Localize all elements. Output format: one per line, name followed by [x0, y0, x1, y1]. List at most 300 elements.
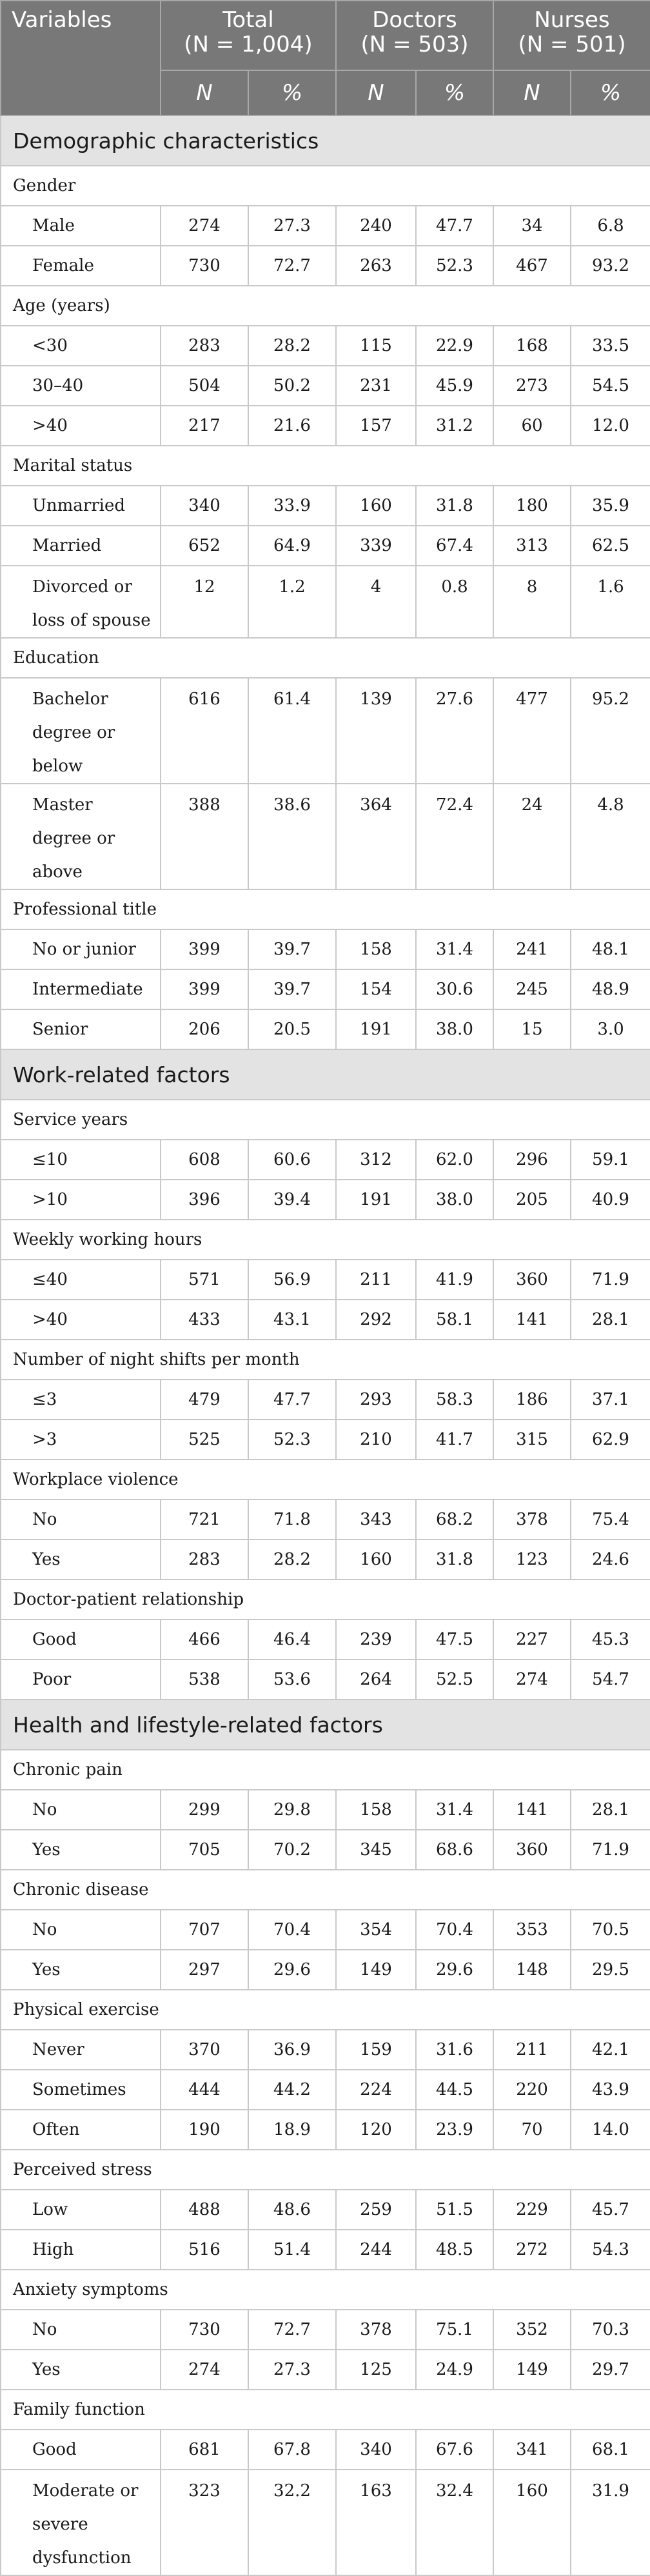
percent-cell: 47.7: [416, 206, 493, 246]
count-cell: 211: [336, 1260, 416, 1300]
percent-cell: 60.6: [248, 1140, 336, 1180]
category-row: [1, 1870, 650, 1910]
count-cell: 70: [493, 2110, 571, 2150]
percent-cell: 31.8: [416, 486, 493, 526]
percent-cell: 38.0: [416, 1009, 493, 1049]
table-row: [1, 1910, 650, 1950]
row-label: Male: [1, 206, 161, 246]
percent-cell: 1.2: [248, 566, 336, 638]
count-cell: 157: [336, 406, 416, 446]
count-cell: 538: [161, 1660, 248, 1699]
percent-cell: 32.4: [416, 2470, 493, 2575]
percent-cell: 72.7: [248, 2310, 336, 2350]
count-cell: 516: [161, 2230, 248, 2270]
count-cell: 205: [493, 1180, 571, 1220]
category-label: Marital status: [1, 446, 650, 486]
table-row: [1, 1009, 650, 1049]
table-row: [1, 784, 650, 889]
count-cell: 159: [336, 2030, 416, 2070]
category-label: Weekly working hours: [1, 1220, 650, 1260]
row-label: Bachelor degree or below: [1, 678, 161, 784]
count-cell: 240: [336, 206, 416, 246]
count-cell: 341: [493, 2430, 571, 2470]
table-row: [1, 1180, 650, 1220]
count-cell: 705: [161, 1830, 248, 1870]
row-label: Low: [1, 2190, 161, 2230]
group-count: (N = 501): [518, 32, 626, 57]
count-cell: 297: [161, 1950, 248, 1990]
group-count: (N = 1,004): [184, 32, 313, 57]
percent-cell: 71.9: [571, 1830, 650, 1870]
percent-cell: 39.7: [248, 969, 336, 1009]
percent-cell: 41.9: [416, 1260, 493, 1300]
percent-cell: 48.6: [248, 2190, 336, 2230]
count-cell: 315: [493, 1420, 571, 1460]
row-label: No: [1, 2310, 161, 2350]
percent-cell: 31.8: [416, 1540, 493, 1580]
percent-cell: 28.1: [571, 1790, 650, 1830]
row-label: ≤10: [1, 1140, 161, 1180]
row-label: No: [1, 1910, 161, 1950]
percent-cell: 67.4: [416, 526, 493, 566]
table-row: [1, 2190, 650, 2230]
percent-cell: 61.4: [248, 678, 336, 784]
row-label: Yes: [1, 1830, 161, 1870]
count-cell: 34: [493, 206, 571, 246]
percent-cell: 58.1: [416, 1300, 493, 1340]
percent-cell: 41.7: [416, 1420, 493, 1460]
category-label: Chronic disease: [1, 1870, 650, 1910]
count-cell: 191: [336, 1180, 416, 1220]
n-header: N: [493, 70, 571, 115]
count-cell: 125: [336, 2350, 416, 2390]
percent-cell: 45.3: [571, 1620, 650, 1660]
row-label: Moderate or severe dysfunction: [1, 2470, 161, 2575]
count-cell: 263: [336, 246, 416, 286]
count-cell: 652: [161, 526, 248, 566]
percent-cell: 24.6: [571, 1540, 650, 1580]
count-cell: 571: [161, 1260, 248, 1300]
category-label: Gender: [1, 166, 650, 206]
row-label: >40: [1, 1300, 161, 1340]
count-cell: 163: [336, 2470, 416, 2575]
table-row: [1, 1260, 650, 1300]
row-label: >3: [1, 1420, 161, 1460]
row-label: Master degree or above: [1, 784, 161, 889]
percent-cell: 72.4: [416, 784, 493, 889]
count-cell: 206: [161, 1009, 248, 1049]
percent-cell: 54.5: [571, 366, 650, 406]
table-row: [1, 1660, 650, 1699]
count-cell: 360: [493, 1260, 571, 1300]
count-cell: 296: [493, 1140, 571, 1180]
count-cell: 227: [493, 1620, 571, 1660]
row-label: >10: [1, 1180, 161, 1220]
percent-cell: 67.6: [416, 2430, 493, 2470]
row-label: Yes: [1, 2350, 161, 2390]
percent-cell: 71.8: [248, 1500, 336, 1540]
count-cell: 217: [161, 406, 248, 446]
count-cell: 160: [493, 2470, 571, 2575]
count-cell: 141: [493, 1790, 571, 1830]
count-cell: 160: [336, 1540, 416, 1580]
percent-cell: 71.9: [571, 1260, 650, 1300]
count-cell: 154: [336, 969, 416, 1009]
group-header-doctors: [336, 1, 493, 70]
count-cell: 180: [493, 486, 571, 526]
table-row: [1, 2070, 650, 2110]
percent-cell: 52.3: [416, 246, 493, 286]
percent-cell: 47.7: [248, 1380, 336, 1420]
percent-cell: 70.4: [248, 1910, 336, 1950]
category-row: [1, 446, 650, 486]
category-row: [1, 286, 650, 326]
row-label: No: [1, 1790, 161, 1830]
count-cell: 158: [336, 929, 416, 969]
count-cell: 211: [493, 2030, 571, 2070]
row-label: Good: [1, 2430, 161, 2470]
count-cell: 399: [161, 969, 248, 1009]
percent-cell: 95.2: [571, 678, 650, 784]
percent-cell: 42.1: [571, 2030, 650, 2070]
count-cell: 504: [161, 366, 248, 406]
percent-cell: 53.6: [248, 1660, 336, 1699]
percent-cell: 52.3: [248, 1420, 336, 1460]
percent-cell: 56.9: [248, 1260, 336, 1300]
section-title: Demographic characteristics: [1, 115, 650, 166]
section-row: [1, 115, 650, 166]
percent-cell: 40.9: [571, 1180, 650, 1220]
variables-header: Variables: [1, 1, 161, 115]
row-label: Yes: [1, 1950, 161, 1990]
table-row: [1, 566, 650, 638]
percent-cell: 67.8: [248, 2430, 336, 2470]
table-row: [1, 2430, 650, 2470]
table-row: [1, 1140, 650, 1180]
count-cell: 388: [161, 784, 248, 889]
category-row: [1, 1340, 650, 1380]
percent-cell: 30.6: [416, 969, 493, 1009]
count-cell: 148: [493, 1950, 571, 1990]
percent-cell: 48.5: [416, 2230, 493, 2270]
percent-cell: 93.2: [571, 246, 650, 286]
percent-cell: 70.2: [248, 1830, 336, 1870]
percent-cell: 33.5: [571, 326, 650, 366]
percent-cell: 29.8: [248, 1790, 336, 1830]
group-name: Total: [222, 7, 274, 33]
count-cell: 488: [161, 2190, 248, 2230]
count-cell: 378: [493, 1500, 571, 1540]
row-label: ≤3: [1, 1380, 161, 1420]
category-label: Number of night shifts per month: [1, 1340, 650, 1380]
row-label: High: [1, 2230, 161, 2270]
percent-cell: 18.9: [248, 2110, 336, 2150]
percent-cell: 12.0: [571, 406, 650, 446]
table-row: [1, 1620, 650, 1660]
count-cell: 149: [336, 1950, 416, 1990]
table-row: [1, 486, 650, 526]
percent-cell: 68.6: [416, 1830, 493, 1870]
count-cell: 272: [493, 2230, 571, 2270]
percent-cell: 37.1: [571, 1380, 650, 1420]
section-row: [1, 1699, 650, 1750]
percent-cell: 38.6: [248, 784, 336, 889]
count-cell: 312: [336, 1140, 416, 1180]
count-cell: 191: [336, 1009, 416, 1049]
table-row: [1, 1540, 650, 1580]
count-cell: 433: [161, 1300, 248, 1340]
count-cell: 229: [493, 2190, 571, 2230]
percent-cell: 31.4: [416, 929, 493, 969]
table-row: [1, 1300, 650, 1340]
count-cell: 730: [161, 2310, 248, 2350]
percent-cell: 22.9: [416, 326, 493, 366]
count-cell: 210: [336, 1420, 416, 1460]
row-label: Senior: [1, 1009, 161, 1049]
count-cell: 12: [161, 566, 248, 638]
category-label: Education: [1, 638, 650, 678]
table-row: [1, 526, 650, 566]
count-cell: 721: [161, 1500, 248, 1540]
percent-cell: 51.4: [248, 2230, 336, 2270]
table-row: [1, 206, 650, 246]
section-title: Health and lifestyle-related factors: [1, 1699, 650, 1750]
percent-cell: 27.6: [416, 678, 493, 784]
category-label: Chronic pain: [1, 1750, 650, 1790]
percent-cell: 27.3: [248, 2350, 336, 2390]
category-label: Doctor-patient relationship: [1, 1580, 650, 1620]
count-cell: 115: [336, 326, 416, 366]
percent-cell: 45.7: [571, 2190, 650, 2230]
count-cell: 339: [336, 526, 416, 566]
percent-cell: 14.0: [571, 2110, 650, 2150]
category-label: Family function: [1, 2390, 650, 2430]
percent-cell: 24.9: [416, 2350, 493, 2390]
count-cell: 681: [161, 2430, 248, 2470]
percent-cell: 29.7: [571, 2350, 650, 2390]
group-count: (N = 503): [360, 32, 469, 57]
percent-cell: 75.1: [416, 2310, 493, 2350]
row-label: Unmarried: [1, 486, 161, 526]
count-cell: 477: [493, 678, 571, 784]
count-cell: 313: [493, 526, 571, 566]
count-cell: 141: [493, 1300, 571, 1340]
category-row: [1, 1100, 650, 1140]
percent-cell: 29.6: [248, 1950, 336, 1990]
count-cell: 4: [336, 566, 416, 638]
row-label: 30–40: [1, 366, 161, 406]
count-cell: 525: [161, 1420, 248, 1460]
percent-cell: 68.1: [571, 2430, 650, 2470]
count-cell: 220: [493, 2070, 571, 2110]
count-cell: 60: [493, 406, 571, 446]
table-row: [1, 326, 650, 366]
count-cell: 24: [493, 784, 571, 889]
row-label: Divorced or loss of spouse: [1, 566, 161, 638]
count-cell: 160: [336, 486, 416, 526]
table-row: [1, 678, 650, 784]
percent-cell: 64.9: [248, 526, 336, 566]
category-row: [1, 1990, 650, 2030]
pct-header: %: [248, 70, 336, 115]
percent-cell: 70.4: [416, 1910, 493, 1950]
percent-cell: 21.6: [248, 406, 336, 446]
percent-cell: 3.0: [571, 1009, 650, 1049]
count-cell: 354: [336, 1910, 416, 1950]
percent-cell: 58.3: [416, 1380, 493, 1420]
table-row: [1, 1950, 650, 1990]
count-cell: 396: [161, 1180, 248, 1220]
count-cell: 360: [493, 1830, 571, 1870]
count-cell: 123: [493, 1540, 571, 1580]
percent-cell: 44.2: [248, 2070, 336, 2110]
percent-cell: 62.0: [416, 1140, 493, 1180]
count-cell: 120: [336, 2110, 416, 2150]
category-label: Professional title: [1, 889, 650, 929]
count-cell: 364: [336, 784, 416, 889]
count-cell: 467: [493, 246, 571, 286]
category-row: [1, 1750, 650, 1790]
count-cell: 274: [493, 1660, 571, 1699]
count-cell: 186: [493, 1380, 571, 1420]
pct-header: %: [571, 70, 650, 115]
category-row: [1, 1220, 650, 1260]
count-cell: 139: [336, 678, 416, 784]
n-header: N: [336, 70, 416, 115]
percent-cell: 48.9: [571, 969, 650, 1009]
row-label: ≤40: [1, 1260, 161, 1300]
percent-cell: 28.2: [248, 1540, 336, 1580]
count-cell: 292: [336, 1300, 416, 1340]
count-cell: 149: [493, 2350, 571, 2390]
count-cell: 466: [161, 1620, 248, 1660]
row-label: Sometimes: [1, 2070, 161, 2110]
count-cell: 345: [336, 1830, 416, 1870]
count-cell: 168: [493, 326, 571, 366]
row-label: No: [1, 1500, 161, 1540]
percent-cell: 70.5: [571, 1910, 650, 1950]
count-cell: 244: [336, 2230, 416, 2270]
count-cell: 190: [161, 2110, 248, 2150]
percent-cell: 45.9: [416, 366, 493, 406]
percent-cell: 54.3: [571, 2230, 650, 2270]
table-header: [1, 1, 650, 115]
table-row: [1, 1830, 650, 1870]
percent-cell: 75.4: [571, 1500, 650, 1540]
table-row: [1, 246, 650, 286]
percent-cell: 20.5: [248, 1009, 336, 1049]
count-cell: 399: [161, 929, 248, 969]
percent-cell: 39.7: [248, 929, 336, 969]
percent-cell: 62.9: [571, 1420, 650, 1460]
count-cell: 340: [336, 2430, 416, 2470]
table-row: [1, 2110, 650, 2150]
category-label: Anxiety symptoms: [1, 2270, 650, 2310]
count-cell: 245: [493, 969, 571, 1009]
count-cell: 444: [161, 2070, 248, 2110]
table-row: [1, 1500, 650, 1540]
percent-cell: 33.9: [248, 486, 336, 526]
group-name: Nurses: [534, 7, 610, 33]
table-row: [1, 406, 650, 446]
count-cell: 15: [493, 1009, 571, 1049]
table-row: [1, 2350, 650, 2390]
count-cell: 264: [336, 1660, 416, 1699]
percent-cell: 1.6: [571, 566, 650, 638]
percent-cell: 51.5: [416, 2190, 493, 2230]
table-row: [1, 2030, 650, 2070]
table-row: [1, 2470, 650, 2575]
count-cell: 241: [493, 929, 571, 969]
table-row: [1, 1380, 650, 1420]
row-label: Never: [1, 2030, 161, 2070]
count-cell: 343: [336, 1500, 416, 1540]
category-label: Perceived stress: [1, 2150, 650, 2190]
table-row: [1, 1420, 650, 1460]
percent-cell: 43.1: [248, 1300, 336, 1340]
category-label: Physical exercise: [1, 1990, 650, 2030]
table-row: [1, 969, 650, 1009]
percent-cell: 6.8: [571, 206, 650, 246]
category-row: [1, 638, 650, 678]
percent-cell: 31.4: [416, 1790, 493, 1830]
count-cell: 378: [336, 2310, 416, 2350]
row-label: <30: [1, 326, 161, 366]
row-label: Poor: [1, 1660, 161, 1699]
percent-cell: 38.0: [416, 1180, 493, 1220]
category-row: [1, 1580, 650, 1620]
section-row: [1, 1049, 650, 1100]
count-cell: 273: [493, 366, 571, 406]
row-label: Often: [1, 2110, 161, 2150]
count-cell: 293: [336, 1380, 416, 1420]
percent-cell: 72.7: [248, 246, 336, 286]
group-header-total: [161, 1, 336, 70]
percent-cell: 4.8: [571, 784, 650, 889]
n-header: N: [161, 70, 248, 115]
percent-cell: 47.5: [416, 1620, 493, 1660]
percent-cell: 59.1: [571, 1140, 650, 1180]
percent-cell: 31.2: [416, 406, 493, 446]
category-label: Service years: [1, 1100, 650, 1140]
percent-cell: 28.1: [571, 1300, 650, 1340]
percent-cell: 70.3: [571, 2310, 650, 2350]
percent-cell: 52.5: [416, 1660, 493, 1699]
row-label: Intermediate: [1, 969, 161, 1009]
count-cell: 299: [161, 1790, 248, 1830]
category-row: [1, 166, 650, 206]
row-label: Good: [1, 1620, 161, 1660]
percent-cell: 31.6: [416, 2030, 493, 2070]
row-label: Married: [1, 526, 161, 566]
count-cell: 259: [336, 2190, 416, 2230]
percent-cell: 68.2: [416, 1500, 493, 1540]
count-cell: 323: [161, 2470, 248, 2575]
row-label: Female: [1, 246, 161, 286]
percent-cell: 62.5: [571, 526, 650, 566]
percent-cell: 29.6: [416, 1950, 493, 1990]
percent-cell: 28.2: [248, 326, 336, 366]
group-header-nurses: [493, 1, 650, 70]
percent-cell: 27.3: [248, 206, 336, 246]
count-cell: 274: [161, 206, 248, 246]
count-cell: 274: [161, 2350, 248, 2390]
pct-header: %: [416, 70, 493, 115]
percent-cell: 36.9: [248, 2030, 336, 2070]
count-cell: 479: [161, 1380, 248, 1420]
table-body: [1, 115, 650, 2575]
percent-cell: 44.5: [416, 2070, 493, 2110]
